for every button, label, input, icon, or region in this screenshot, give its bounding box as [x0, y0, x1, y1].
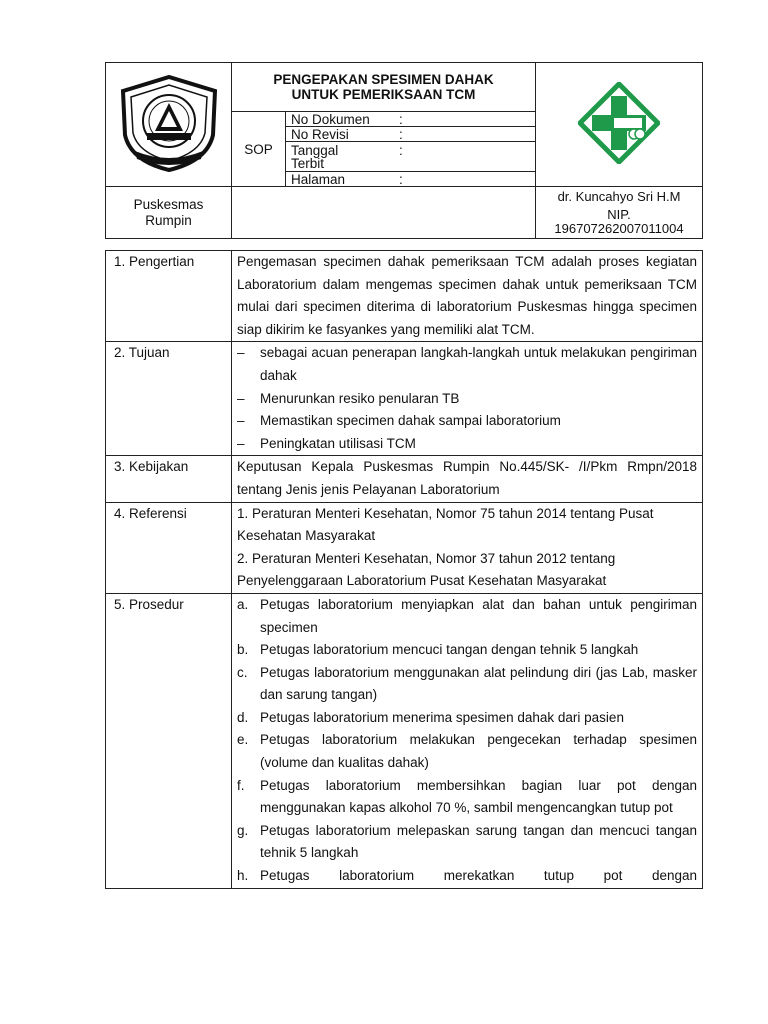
document-title [232, 63, 536, 112]
list-marker: g. [237, 822, 249, 838]
header-table [105, 62, 703, 239]
list-marker: f. [237, 777, 245, 793]
meta-sep: : [399, 111, 403, 127]
meta-label: Halaman [291, 171, 346, 187]
referensi-line-1: 1. Peraturan Menteri Kesehatan, Nomor 75 tahun 2014 tentang Pusat Kesehatan Masyarakat [237, 505, 654, 544]
blank-cell [232, 187, 536, 239]
list-marker: d. [237, 709, 249, 725]
row-prosedur [106, 593, 703, 888]
meta-sep: : [399, 171, 403, 187]
title-line-2: UNTUK PEMERIKSAAN TCM [291, 87, 476, 102]
list-item-text: Menurunkan resiko penularan TB [260, 390, 460, 406]
health-cross-logo-icon [578, 82, 660, 164]
list-item-text: Petugas laboratorium menyiapkan alat dan bahan untuk pengiriman specimen [260, 596, 697, 635]
signer-nip: 196707262007011004 [554, 220, 684, 236]
district-logo-icon [117, 73, 221, 173]
list-item [237, 707, 697, 730]
list-item-text: Petugas laboratorium mencuci tangan dengan tehnik 5 langkah [260, 642, 639, 658]
list-item-text: Petugas laboratorium melakukan pengecekan terhadap spesimen (volume dan kualitas dahak) [260, 732, 697, 771]
list-item-text: Petugas laboratorium membersihkan bagian luar pot dengan menggunakan kapas alkohol 70 %, sambil mengencangkan tutup pot [260, 777, 697, 816]
meta-sep: : [399, 126, 403, 142]
text-pengertian: Pengemasan specimen dahak pemeriksaan TCM adalah proses kegiatan Laboratorium dalam mengemas specimen dahak untuk pemeriksaan TCM mulai dari specimen diterima di laboratorium Puskesmas hingga specimen siap dikirim ke fasyankes yang memiliki alat TCM. [232, 251, 703, 342]
dash-bullet: – [237, 345, 245, 361]
meta-no-revisi [286, 127, 536, 142]
health-logo-cell [536, 63, 703, 187]
list-marker: h. [237, 868, 249, 884]
list-item [237, 775, 697, 820]
list-item [237, 820, 697, 865]
text-referensi [232, 502, 703, 593]
list-item-text: Petugas laboratorium menerima spesimen dahak dari pasien [260, 709, 624, 725]
list-item [237, 662, 697, 707]
list-item [237, 729, 697, 774]
label-pengertian: 1. Pengertian [106, 251, 232, 342]
meta-no-dokumen [286, 112, 536, 127]
district-logo-cell [106, 63, 232, 187]
dash-bullet: – [237, 435, 245, 451]
list-item [237, 342, 697, 387]
meta-tanggal-terbit [286, 142, 536, 172]
row-referensi [106, 502, 703, 593]
row-pengertian [106, 251, 703, 342]
list-item-text: sebagai acuan penerapan langkah-langkah untuk melakukan pengiriman dahak [260, 345, 697, 383]
list-item-text: Peningkatan utilisasi TCM [260, 435, 416, 451]
list-marker: e. [237, 732, 249, 748]
list-item [237, 639, 697, 662]
list-item [237, 865, 697, 888]
row-kebijakan [106, 456, 703, 502]
list-prosedur [232, 593, 703, 888]
list-item [237, 388, 697, 411]
dash-bullet: – [237, 390, 245, 406]
referensi-line-2: 2. Peraturan Menteri Kesehatan, Nomor 37 tahun 2012 tentang Penyelenggaraan Laboratorium Pusat Kesehatan Masyarakat [237, 550, 616, 589]
title-line-1: PENGEPAKAN SPESIMEN DAHAK [273, 72, 494, 87]
list-marker: b. [237, 642, 249, 658]
dash-bullet: – [237, 413, 245, 429]
list-tujuan [232, 342, 703, 456]
list-item-text: Petugas laboratorium melepaskan sarung tangan dan mencuci tangan tehnik 5 langkah [260, 822, 697, 861]
label-kebijakan: 3. Kebijakan [106, 456, 232, 502]
meta-sep: : [399, 142, 403, 158]
organization-name [106, 187, 232, 239]
label-tujuan: 2. Tujuan [106, 342, 232, 456]
meta-label: No Dokumen [291, 111, 370, 127]
list-item [237, 433, 697, 456]
meta-halaman [286, 172, 536, 187]
list-marker: c. [237, 664, 248, 680]
list-item-text: Memastikan specimen dahak sampai laboratorium [260, 413, 561, 429]
text-kebijakan: Keputusan Kepala Puskesmas Rumpin No.445/SK- /I/Pkm Rmpn/2018 tentang Jenis jenis Pelayanan Laboratorium [232, 456, 703, 502]
row-tujuan [106, 342, 703, 456]
label-referensi: 4. Referensi [106, 502, 232, 593]
signer-name: dr. Kuncahyo Sri H.M [557, 188, 681, 204]
list-item [237, 410, 697, 433]
list-item [237, 594, 697, 639]
signatory-cell [536, 187, 703, 239]
sop-content-table [105, 250, 703, 889]
meta-label: No Revisi [291, 126, 349, 142]
org-line-2: Rumpin [145, 212, 192, 228]
label-prosedur: 5. Prosedur [106, 593, 232, 888]
sop-label: SOP [232, 112, 286, 187]
list-item-text: Petugas laboratorium menggunakan alat pelindung diri (jas Lab, masker dan sarung tangan) [260, 664, 697, 703]
list-item-text: Petugas laboratorium merekatkan tutup pot dengan [260, 868, 697, 884]
meta-label: Tanggal Terbit [291, 142, 339, 171]
list-marker: a. [237, 596, 249, 612]
signer-nip-label: NIP. [607, 206, 631, 222]
org-line-1: Puskesmas [133, 196, 204, 212]
